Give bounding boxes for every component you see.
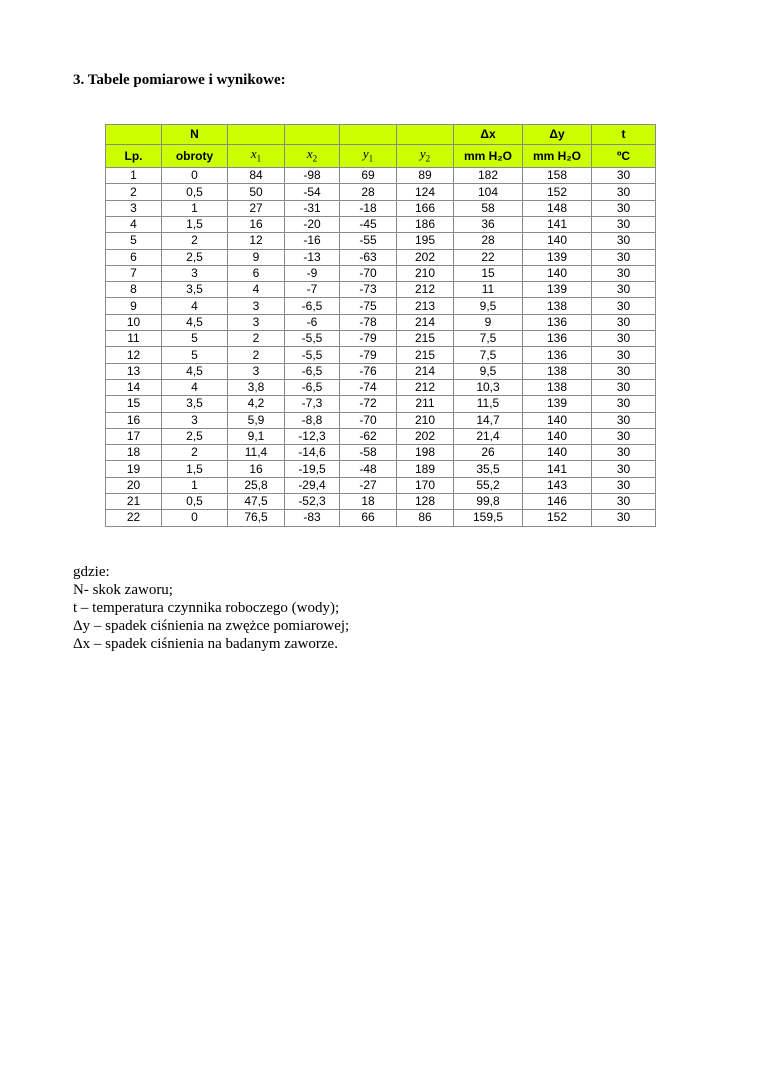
table-cell-dx: 10,3 — [454, 379, 523, 395]
table-cell-dy: 141 — [523, 216, 592, 232]
table-cell-t: 30 — [592, 282, 656, 298]
table-cell-y1: -27 — [340, 477, 397, 493]
table-cell-x2: -19,5 — [285, 461, 340, 477]
header-cell-dx: mm H₂O — [454, 144, 523, 168]
table-cell-t: 30 — [592, 200, 656, 216]
variable-symbol: y — [362, 145, 369, 161]
table-cell-dx: 21,4 — [454, 428, 523, 444]
table-cell-t: 30 — [592, 347, 656, 363]
table-row — [106, 298, 656, 314]
table-cell-x2: -14,6 — [285, 445, 340, 461]
header-cell-lp — [106, 125, 162, 145]
table-cell-dy: 136 — [523, 331, 592, 347]
table-row — [106, 477, 656, 493]
header-cell-t: ºC — [592, 144, 656, 168]
table-cell-dy: 138 — [523, 379, 592, 395]
table-cell-dx: 22 — [454, 249, 523, 265]
table-cell-y1: -73 — [340, 282, 397, 298]
table-cell-lp: 19 — [106, 461, 162, 477]
table-cell-y1: -55 — [340, 233, 397, 249]
table-row — [106, 412, 656, 428]
table-cell-n: 3 — [162, 412, 228, 428]
table-cell-t: 30 — [592, 184, 656, 200]
table-cell-x1: 16 — [228, 216, 285, 232]
table-cell-x1: 47,5 — [228, 494, 285, 510]
table-cell-y1: 69 — [340, 168, 397, 184]
table-cell-dx: 55,2 — [454, 477, 523, 493]
table-cell-t: 30 — [592, 445, 656, 461]
table-cell-dx: 11 — [454, 282, 523, 298]
table-cell-y1: -70 — [340, 412, 397, 428]
table-cell-x2: -13 — [285, 249, 340, 265]
header-cell-dy: mm H₂O — [523, 144, 592, 168]
table-cell-dy: 139 — [523, 282, 592, 298]
table-cell-x1: 12 — [228, 233, 285, 249]
table-row — [106, 510, 656, 526]
table-cell-y1: -78 — [340, 314, 397, 330]
table-row — [106, 233, 656, 249]
table-cell-dx: 104 — [454, 184, 523, 200]
table-cell-y2: 124 — [397, 184, 454, 200]
table-cell-n: 1,5 — [162, 461, 228, 477]
variable-subscript: 1 — [256, 153, 262, 164]
table-cell-n: 2,5 — [162, 249, 228, 265]
table-cell-x2: -16 — [285, 233, 340, 249]
table-cell-y1: 66 — [340, 510, 397, 526]
note-dy: Δy – spadek ciśnienia na zwężce pomiarowej; — [73, 618, 350, 634]
table-cell-y1: -18 — [340, 200, 397, 216]
section-heading: 3. Tabele pomiarowe i wynikowe: — [73, 72, 286, 88]
table-cell-n: 2 — [162, 445, 228, 461]
table-cell-x1: 27 — [228, 200, 285, 216]
table-cell-t: 30 — [592, 298, 656, 314]
header-cell-x2 — [285, 125, 340, 145]
table-cell-lp: 14 — [106, 379, 162, 395]
table-cell-n: 4 — [162, 298, 228, 314]
table-cell-x1: 3 — [228, 314, 285, 330]
table-cell-y2: 170 — [397, 477, 454, 493]
table-cell-y2: 166 — [397, 200, 454, 216]
table-cell-dy: 140 — [523, 265, 592, 281]
header-cell-y1 — [340, 125, 397, 145]
note-dx: Δx – spadek ciśnienia na badanym zaworze. — [73, 636, 338, 652]
table-cell-x2: -6 — [285, 314, 340, 330]
table-cell-y2: 198 — [397, 445, 454, 461]
header-cell-x1 — [228, 144, 285, 168]
table-cell-lp: 10 — [106, 314, 162, 330]
table-cell-n: 0 — [162, 168, 228, 184]
table-row — [106, 461, 656, 477]
table-row — [106, 168, 656, 184]
table-cell-t: 30 — [592, 510, 656, 526]
variable-subscript: 2 — [425, 153, 431, 164]
table-cell-n: 5 — [162, 347, 228, 363]
table-cell-n: 3 — [162, 265, 228, 281]
table-cell-dx: 11,5 — [454, 396, 523, 412]
table-cell-dx: 14,7 — [454, 412, 523, 428]
table-cell-x2: -83 — [285, 510, 340, 526]
table-cell-dy: 146 — [523, 494, 592, 510]
variable-symbol: x — [250, 145, 257, 161]
table-cell-lp: 17 — [106, 428, 162, 444]
table-cell-y2: 215 — [397, 347, 454, 363]
header-cell-n: obroty — [162, 144, 228, 168]
table-cell-x2: -31 — [285, 200, 340, 216]
table-row — [106, 445, 656, 461]
table-row — [106, 347, 656, 363]
table-cell-y1: -79 — [340, 347, 397, 363]
table-cell-y2: 86 — [397, 510, 454, 526]
table-cell-x2: -54 — [285, 184, 340, 200]
table-cell-n: 2 — [162, 233, 228, 249]
table-cell-dy: 139 — [523, 249, 592, 265]
table-cell-x2: -9 — [285, 265, 340, 281]
table-cell-dy: 158 — [523, 168, 592, 184]
table-cell-dx: 7,5 — [454, 347, 523, 363]
table-cell-dx: 26 — [454, 445, 523, 461]
table-cell-y2: 202 — [397, 428, 454, 444]
table-cell-x1: 3,8 — [228, 379, 285, 395]
table-cell-y2: 213 — [397, 298, 454, 314]
table-row — [106, 200, 656, 216]
table-cell-dy: 152 — [523, 184, 592, 200]
table-cell-x2: -6,5 — [285, 298, 340, 314]
notes-intro: gdzie: — [73, 564, 110, 580]
table-row — [106, 428, 656, 444]
header-cell-y2 — [397, 144, 454, 168]
table-cell-t: 30 — [592, 494, 656, 510]
table-cell-y2: 210 — [397, 265, 454, 281]
table-cell-x2: -29,4 — [285, 477, 340, 493]
table-cell-y1: -45 — [340, 216, 397, 232]
table-header-row — [106, 125, 656, 145]
table-cell-dy: 138 — [523, 363, 592, 379]
table-row — [106, 363, 656, 379]
table-cell-y1: -74 — [340, 379, 397, 395]
table-cell-y2: 128 — [397, 494, 454, 510]
table-cell-t: 30 — [592, 363, 656, 379]
variable-subscript: 1 — [368, 153, 374, 164]
table-cell-n: 4,5 — [162, 314, 228, 330]
table-cell-dy: 140 — [523, 445, 592, 461]
table-cell-dy: 138 — [523, 298, 592, 314]
table-cell-x1: 9 — [228, 249, 285, 265]
table-cell-x2: -6,5 — [285, 363, 340, 379]
table-cell-dx: 7,5 — [454, 331, 523, 347]
table-cell-x2: -8,8 — [285, 412, 340, 428]
table-header-row — [106, 144, 656, 168]
table-cell-x1: 25,8 — [228, 477, 285, 493]
variable-symbol: x — [306, 145, 313, 161]
table-cell-y2: 186 — [397, 216, 454, 232]
header-cell-dy: Δy — [523, 125, 592, 145]
table-cell-lp: 1 — [106, 168, 162, 184]
measurement-table — [105, 124, 656, 527]
note-n: N- skok zaworu; — [73, 582, 173, 598]
table-cell-dy: 136 — [523, 314, 592, 330]
table-cell-x2: -7 — [285, 282, 340, 298]
table-cell-x2: -5,5 — [285, 331, 340, 347]
table-row — [106, 282, 656, 298]
table-cell-t: 30 — [592, 379, 656, 395]
table-cell-dy: 141 — [523, 461, 592, 477]
table-cell-lp: 9 — [106, 298, 162, 314]
table-cell-lp: 12 — [106, 347, 162, 363]
table-cell-lp: 18 — [106, 445, 162, 461]
table-cell-y2: 89 — [397, 168, 454, 184]
table-cell-x1: 11,4 — [228, 445, 285, 461]
table-row — [106, 396, 656, 412]
table-cell-lp: 6 — [106, 249, 162, 265]
table-cell-y1: -48 — [340, 461, 397, 477]
header-cell-x1 — [228, 125, 285, 145]
table-cell-x1: 4,2 — [228, 396, 285, 412]
table-cell-y1: 28 — [340, 184, 397, 200]
table-cell-x1: 4 — [228, 282, 285, 298]
table-cell-y1: -62 — [340, 428, 397, 444]
table-cell-y2: 211 — [397, 396, 454, 412]
table-cell-dx: 99,8 — [454, 494, 523, 510]
table-cell-lp: 20 — [106, 477, 162, 493]
table-cell-x2: -52,3 — [285, 494, 340, 510]
header-cell-n: N — [162, 125, 228, 145]
table-row — [106, 494, 656, 510]
table-cell-lp: 11 — [106, 331, 162, 347]
table-cell-lp: 7 — [106, 265, 162, 281]
table-row — [106, 265, 656, 281]
table-row — [106, 249, 656, 265]
table-cell-x1: 84 — [228, 168, 285, 184]
table-cell-dx: 35,5 — [454, 461, 523, 477]
table-row — [106, 314, 656, 330]
table-cell-x2: -6,5 — [285, 379, 340, 395]
table-cell-dx: 9,5 — [454, 298, 523, 314]
table-cell-dx: 28 — [454, 233, 523, 249]
table-cell-y2: 212 — [397, 379, 454, 395]
table-cell-dy: 152 — [523, 510, 592, 526]
table-cell-dx: 58 — [454, 200, 523, 216]
table-cell-y2: 210 — [397, 412, 454, 428]
table-cell-t: 30 — [592, 168, 656, 184]
table-cell-t: 30 — [592, 477, 656, 493]
table-row — [106, 331, 656, 347]
table-cell-n: 4,5 — [162, 363, 228, 379]
table-cell-lp: 22 — [106, 510, 162, 526]
table-cell-x1: 2 — [228, 347, 285, 363]
table-cell-dx: 36 — [454, 216, 523, 232]
table-cell-lp: 8 — [106, 282, 162, 298]
table-cell-y1: -79 — [340, 331, 397, 347]
table-cell-x2: -7,3 — [285, 396, 340, 412]
table-cell-lp: 5 — [106, 233, 162, 249]
table-cell-x2: -20 — [285, 216, 340, 232]
header-cell-dx: Δx — [454, 125, 523, 145]
table-cell-t: 30 — [592, 216, 656, 232]
table-cell-dx: 9,5 — [454, 363, 523, 379]
table-cell-lp: 21 — [106, 494, 162, 510]
table-cell-t: 30 — [592, 412, 656, 428]
table-cell-x1: 2 — [228, 331, 285, 347]
table-cell-y2: 212 — [397, 282, 454, 298]
header-cell-lp: Lp. — [106, 144, 162, 168]
table-cell-dy: 140 — [523, 412, 592, 428]
table-cell-y1: -76 — [340, 363, 397, 379]
table-cell-t: 30 — [592, 331, 656, 347]
table-cell-dx: 182 — [454, 168, 523, 184]
table-cell-t: 30 — [592, 233, 656, 249]
table-cell-x1: 3 — [228, 363, 285, 379]
table-cell-dx: 15 — [454, 265, 523, 281]
table-cell-x2: -12,3 — [285, 428, 340, 444]
table-cell-t: 30 — [592, 249, 656, 265]
table-row — [106, 379, 656, 395]
table-cell-lp: 15 — [106, 396, 162, 412]
table-row — [106, 184, 656, 200]
table-cell-y2: 195 — [397, 233, 454, 249]
table-cell-n: 0,5 — [162, 494, 228, 510]
note-t: t – temperatura czynnika roboczego (wody); — [73, 600, 340, 616]
table-cell-lp: 13 — [106, 363, 162, 379]
table-cell-lp: 4 — [106, 216, 162, 232]
table-cell-dx: 159,5 — [454, 510, 523, 526]
table-cell-t: 30 — [592, 265, 656, 281]
table-cell-dy: 136 — [523, 347, 592, 363]
table-cell-x1: 9,1 — [228, 428, 285, 444]
variable-symbol: y — [419, 145, 426, 161]
table-cell-t: 30 — [592, 428, 656, 444]
table-cell-n: 5 — [162, 331, 228, 347]
table-cell-y2: 189 — [397, 461, 454, 477]
table-cell-t: 30 — [592, 396, 656, 412]
table-cell-dy: 148 — [523, 200, 592, 216]
table-cell-dy: 139 — [523, 396, 592, 412]
table-cell-y1: -63 — [340, 249, 397, 265]
table-cell-n: 0,5 — [162, 184, 228, 200]
table-cell-n: 3,5 — [162, 282, 228, 298]
table-cell-y2: 214 — [397, 363, 454, 379]
table-cell-x1: 16 — [228, 461, 285, 477]
table-cell-x2: -5,5 — [285, 347, 340, 363]
table-cell-n: 3,5 — [162, 396, 228, 412]
header-cell-y1 — [340, 144, 397, 168]
table-cell-y1: -75 — [340, 298, 397, 314]
table-cell-x1: 6 — [228, 265, 285, 281]
table-cell-t: 30 — [592, 461, 656, 477]
table-cell-y1: -58 — [340, 445, 397, 461]
table-cell-n: 1 — [162, 200, 228, 216]
table-cell-n: 2,5 — [162, 428, 228, 444]
table-cell-t: 30 — [592, 314, 656, 330]
table-cell-y1: -70 — [340, 265, 397, 281]
table-cell-n: 4 — [162, 379, 228, 395]
table-cell-lp: 2 — [106, 184, 162, 200]
variable-subscript: 2 — [312, 153, 318, 164]
header-cell-y2 — [397, 125, 454, 145]
table-cell-lp: 16 — [106, 412, 162, 428]
table-cell-dy: 140 — [523, 233, 592, 249]
table-cell-x1: 5,9 — [228, 412, 285, 428]
table-cell-x1: 3 — [228, 298, 285, 314]
table-cell-y2: 202 — [397, 249, 454, 265]
table-cell-x1: 50 — [228, 184, 285, 200]
header-cell-t: t — [592, 125, 656, 145]
table-cell-n: 0 — [162, 510, 228, 526]
table-cell-n: 1,5 — [162, 216, 228, 232]
table-cell-x2: -98 — [285, 168, 340, 184]
table-cell-dy: 143 — [523, 477, 592, 493]
notes-section — [73, 563, 349, 653]
header-cell-x2 — [285, 144, 340, 168]
table-cell-x1: 76,5 — [228, 510, 285, 526]
table-cell-n: 1 — [162, 477, 228, 493]
table-cell-dy: 140 — [523, 428, 592, 444]
table-cell-y2: 214 — [397, 314, 454, 330]
table-cell-y2: 215 — [397, 331, 454, 347]
table-cell-y1: -72 — [340, 396, 397, 412]
table-cell-lp: 3 — [106, 200, 162, 216]
table-row — [106, 216, 656, 232]
table-cell-y1: 18 — [340, 494, 397, 510]
table-cell-dx: 9 — [454, 314, 523, 330]
